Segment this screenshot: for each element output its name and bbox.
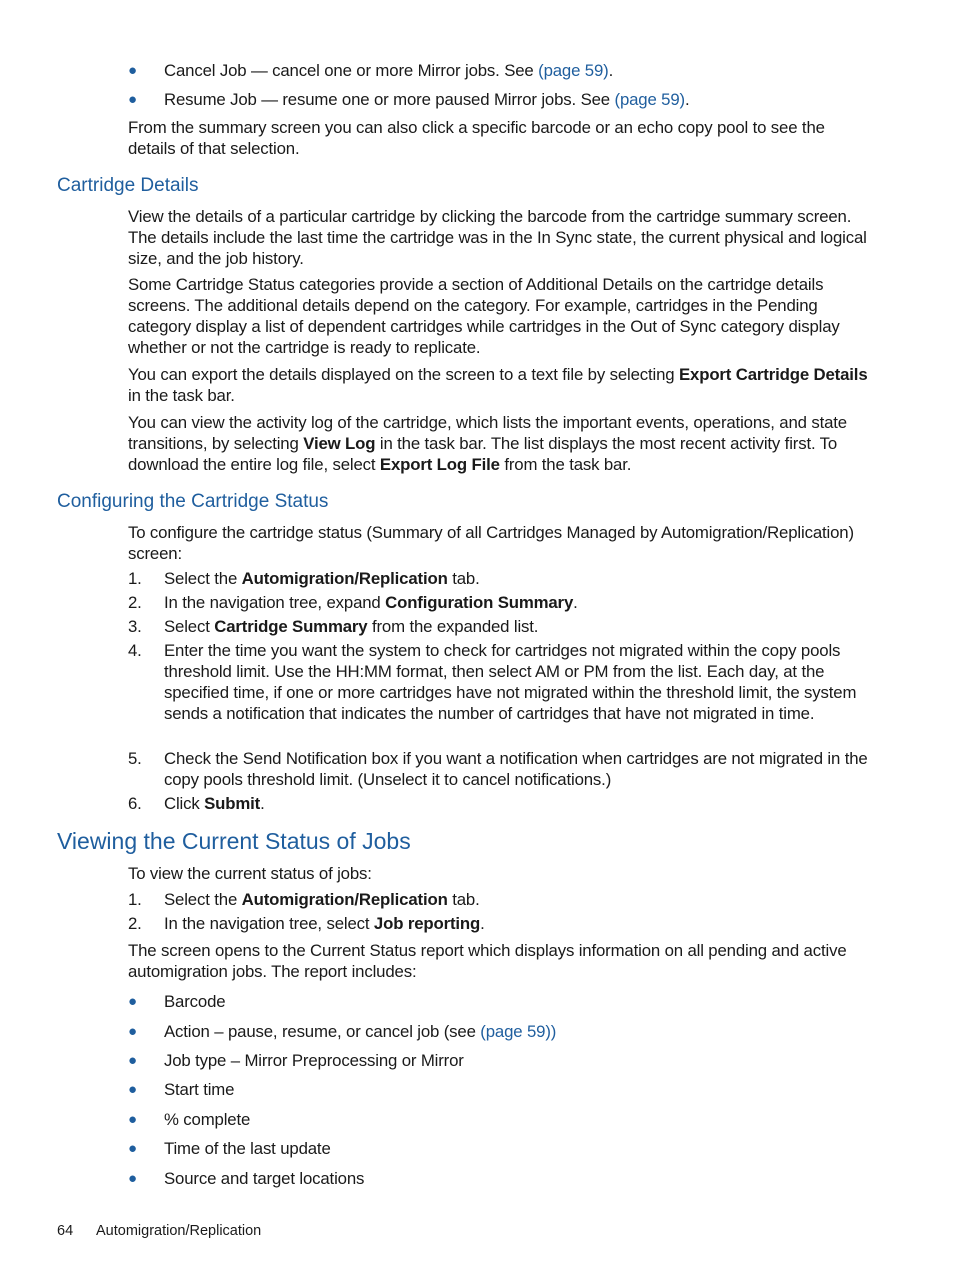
list-item: Enter the time you want the system to check for cartridges not migrated within the copy pools threshold limit. Use the HH:MM format, then select AM or PM from the list. Each day, at the specified time, if one or more cartridges have not migrated within the threshold limit, the system sends a notification that indicates the number of cartridges that have not migrated in time.	[164, 641, 857, 723]
paragraph: From the summary screen you can also click a specific barcode or an echo copy pool to see the details of that selection.	[128, 118, 825, 158]
step-number: 2.	[128, 593, 142, 612]
list-item: Select Cartridge Summary from the expanded list.	[164, 617, 539, 636]
step-number: 4.	[128, 641, 142, 660]
paragraph: You can export the details displayed on the screen to a text file by selecting Export Cartridge Details in the task bar.	[128, 365, 868, 405]
list-item	[164, 60, 869, 81]
step-number: 3.	[128, 617, 142, 636]
section-heading: Configuring the Cartridge Status	[57, 491, 329, 512]
ui-term: Export Cartridge Details	[679, 365, 868, 384]
bullet-marker: ●	[128, 1081, 138, 1098]
list-item: Source and target locations	[164, 1169, 365, 1188]
step-number: 2.	[128, 914, 142, 933]
section-heading: Cartridge Details	[57, 175, 199, 196]
bullet-marker: ●	[128, 1140, 138, 1157]
step-number: 1.	[128, 890, 142, 909]
page-link[interactable]: (page 59)	[538, 61, 609, 80]
list-item: Click Submit.	[164, 794, 265, 813]
footer-section-title: Automigration/Replication	[96, 1223, 262, 1239]
step-number: 6.	[128, 794, 142, 813]
list-item: Action – pause, resume, or cancel job (see (page 59))	[164, 1022, 557, 1041]
step-number: 1.	[128, 569, 142, 588]
list-item: Start time	[164, 1080, 235, 1099]
bullet-marker: ●	[128, 91, 138, 108]
list-item: Select the Automigration/Replication tab.	[164, 569, 480, 588]
paragraph: To configure the cartridge status (Summary of all Cartridges Managed by Automigration/Replication) screen:	[128, 523, 854, 563]
list-item-text: Resume Job — resume one or more paused Mirror jobs. See	[164, 90, 615, 109]
list-item: In the navigation tree, expand Configuration Summary.	[164, 593, 578, 612]
paragraph: You can view the activity log of the cartridge, which lists the important events, operations, and state transitions, by selecting View Log in the task bar. The list displays the most recent activity first. To download the entire log file, select Export Log File from the task bar.	[128, 413, 847, 474]
paragraph: Some Cartridge Status categories provide a section of Additional Details on the cartridge details screens. The additional details depend on the category. For example, cartridges in the Pending category display a list of dependent cartridges while cartridges in the Out of Sync category display whether or not the cartridge is ready to replicate.	[128, 275, 840, 357]
step-number: 5.	[128, 749, 142, 768]
page-link[interactable]: (page 59)	[614, 90, 685, 109]
page-heading: Viewing the Current Status of Jobs	[57, 828, 411, 854]
list-item	[164, 89, 869, 110]
bullet-marker: ●	[128, 1052, 138, 1069]
list-item-text: Cancel Job — cancel one or more Mirror jobs. See	[164, 61, 539, 80]
list-item: Check the Send Notification box if you want a notification when cartridges are not migrated in the copy pools threshold limit. (Unselect it to cancel notifications.)	[164, 749, 868, 789]
list-item: Barcode	[164, 992, 226, 1011]
bullet-marker: ●	[128, 993, 138, 1010]
paragraph: To view the current status of jobs:	[128, 864, 372, 883]
bullet-marker: ●	[128, 1023, 138, 1040]
list-item: In the navigation tree, select Job reporting.	[164, 914, 485, 933]
bullet-marker: ●	[128, 1170, 138, 1187]
bullet-marker: ●	[128, 1111, 138, 1128]
paragraph: The screen opens to the Current Status report which displays information on all pending and active automigration jobs. The report includes:	[128, 941, 847, 981]
page-number: 64	[57, 1223, 74, 1239]
page-link[interactable]: (page 59)	[480, 1022, 551, 1041]
list-item: Time of the last update	[164, 1139, 331, 1158]
list-item: Select the Automigration/Replication tab.	[164, 890, 480, 909]
list-item: Job type – Mirror Preprocessing or Mirror	[164, 1051, 464, 1070]
list-item: % complete	[164, 1110, 251, 1129]
bullet-marker: ●	[128, 62, 138, 79]
ui-term: View Log	[303, 434, 376, 453]
paragraph: View the details of a particular cartridge by clicking the barcode from the cartridge summary screen. The details include the last time the cartridge was in the In Sync state, the current physical and logical size, and the job history.	[128, 207, 867, 268]
ui-term: Export Log File	[379, 455, 500, 474]
list-item-text: .	[685, 90, 690, 109]
list-item-text: .	[608, 61, 614, 80]
